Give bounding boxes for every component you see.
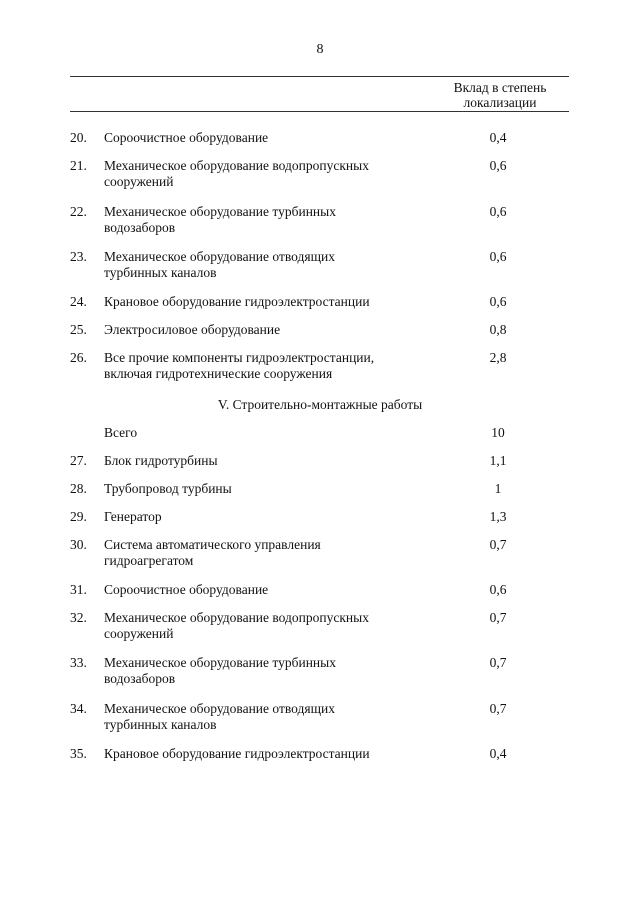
row-value: 1,1: [489, 453, 507, 468]
row-name-line-1: Механическое оборудование турбинных: [104, 655, 336, 670]
row-name-line-2: турбинных каналов: [104, 265, 217, 280]
row-name: [104, 610, 424, 642]
row-name-line-1: Крановое оборудование гидроэлектростанции: [104, 294, 370, 309]
row-value: 0,7: [489, 701, 507, 716]
row-name-line-2: сооружений: [104, 174, 174, 189]
row-name: [104, 204, 424, 236]
row-number: 35.: [70, 746, 87, 761]
row-name-line-1: Трубопровод турбины: [104, 481, 232, 496]
row-name: [104, 537, 424, 569]
row-number: 27.: [70, 453, 87, 468]
row-name-line-1: Система автоматического управления: [104, 537, 321, 552]
section-title: V. Строительно-монтажные работы: [217, 397, 423, 412]
row-name-line-1: Механическое оборудование отводящих: [104, 701, 335, 716]
row-name: [104, 453, 424, 469]
row-number: 30.: [70, 537, 87, 552]
row-name-line-1: Генератор: [104, 509, 162, 524]
row-number: 24.: [70, 294, 87, 309]
row-number: 22.: [70, 204, 87, 219]
column-header-line-2: локализации: [463, 95, 537, 110]
row-number: 31.: [70, 582, 87, 597]
row-name: [104, 746, 424, 762]
row-name: [104, 294, 424, 310]
total-label: Всего: [104, 425, 138, 440]
row-name-line-1: Механическое оборудование турбинных: [104, 204, 336, 219]
row-value: 1,3: [489, 509, 507, 524]
column-header-localization: [437, 80, 563, 110]
row-name-line-2: сооружений: [104, 626, 174, 641]
row-name: [104, 158, 424, 190]
row-number: 32.: [70, 610, 87, 625]
row-value: 0,4: [489, 746, 507, 761]
row-name-line-2: турбинных каналов: [104, 717, 217, 732]
row-name-line-1: Все прочие компоненты гидроэлектростанции,: [104, 350, 375, 365]
row-name: [104, 322, 424, 338]
row-value: 2,8: [489, 350, 507, 365]
row-number: 29.: [70, 509, 87, 524]
row-value: 0,4: [489, 130, 507, 145]
row-value: 0,7: [489, 610, 507, 625]
row-name-line-2: гидроагрегатом: [104, 553, 194, 568]
row-name-line-1: Механическое оборудование водопропускных: [104, 158, 369, 173]
row-name: [104, 350, 424, 382]
row-name-line-1: Крановое оборудование гидроэлектростанции: [104, 746, 370, 761]
row-number: 25.: [70, 322, 87, 337]
row-value: 0,7: [489, 537, 507, 552]
row-number: 20.: [70, 130, 87, 145]
row-number: 26.: [70, 350, 87, 365]
row-name-line-1: Электросиловое оборудование: [104, 322, 281, 337]
row-name-line-2: включая гидротехнические сооружения: [104, 366, 333, 381]
row-name-line-1: Блок гидротурбины: [104, 453, 218, 468]
row-number: 33.: [70, 655, 87, 670]
row-name: [104, 509, 424, 525]
row-name: [104, 655, 424, 687]
row-value: 1: [494, 481, 502, 496]
table-header-rule: [70, 111, 569, 112]
row-number: 21.: [70, 158, 87, 173]
row-value: 0,8: [489, 322, 507, 337]
table-top-rule: [70, 76, 569, 77]
row-value: 0,7: [489, 655, 507, 670]
row-name-line-1: Сороочистное оборудование: [104, 130, 269, 145]
row-value: 0,6: [489, 582, 507, 597]
row-number: 23.: [70, 249, 87, 264]
row-name: [104, 130, 424, 146]
row-name-line-2: водозаборов: [104, 220, 176, 235]
row-value: 0,6: [489, 158, 507, 173]
row-name-line-2: водозаборов: [104, 671, 176, 686]
row-name: [104, 701, 424, 733]
page-number: 8: [316, 42, 324, 57]
row-name: [104, 481, 424, 497]
row-name-line-1: Механическое оборудование отводящих: [104, 249, 335, 264]
row-name-line-1: Механическое оборудование водопропускных: [104, 610, 369, 625]
row-name: [104, 249, 424, 281]
total-value: 10: [491, 425, 505, 440]
row-name-line-1: Сороочистное оборудование: [104, 582, 269, 597]
row-value: 0,6: [489, 294, 507, 309]
row-name: [104, 582, 424, 598]
column-header-line-1: Вклад в степень: [453, 80, 547, 95]
row-value: 0,6: [489, 204, 507, 219]
row-value: 0,6: [489, 249, 507, 264]
row-number: 34.: [70, 701, 87, 716]
row-number: 28.: [70, 481, 87, 496]
